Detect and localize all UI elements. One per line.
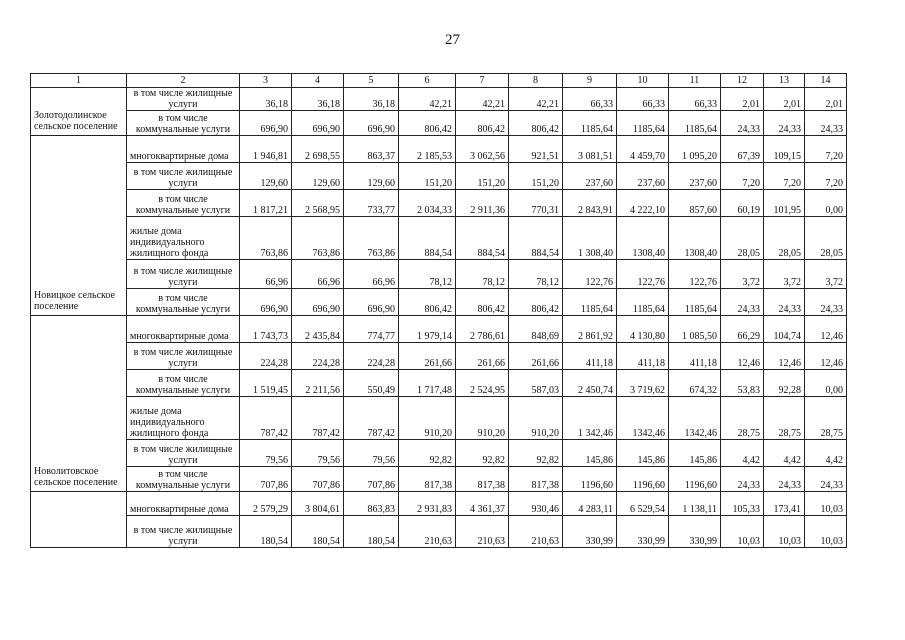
header-cell: 5 [344,74,399,88]
value-cell: 3,72 [805,260,847,289]
table-body [31,74,847,548]
value-cell: 0,00 [805,190,847,217]
value-cell: 173,41 [764,492,805,516]
value-cell: 707,86 [292,467,344,492]
value-cell: 550,49 [344,370,399,397]
value-cell: 10,03 [764,516,805,548]
value-cell: 2,01 [764,88,805,111]
value-cell: 1196,60 [669,467,721,492]
value-cell: 2 698,55 [292,136,344,163]
value-cell: 36,18 [344,88,399,111]
row-label: в том числе жилищные услуги [127,163,240,190]
value-cell: 930,46 [509,492,563,516]
header-cell: 3 [240,74,292,88]
header-cell: 9 [563,74,617,88]
value-cell: 28,75 [721,397,764,440]
row-label: жилые дома индивидуального жилищного фонда [127,217,240,260]
value-cell: 3,72 [764,260,805,289]
value-cell: 2 931,83 [399,492,456,516]
value-cell: 863,37 [344,136,399,163]
value-cell: 24,33 [764,289,805,316]
value-cell: 1196,60 [563,467,617,492]
value-cell: 2 843,91 [563,190,617,217]
value-cell: 806,42 [509,289,563,316]
value-cell: 1196,60 [617,467,669,492]
value-cell: 66,96 [292,260,344,289]
value-cell: 2 185,53 [399,136,456,163]
value-cell: 28,05 [721,217,764,260]
value-cell: 787,42 [240,397,292,440]
value-cell: 101,95 [764,190,805,217]
value-cell: 10,03 [805,516,847,548]
value-cell: 1 308,40 [563,217,617,260]
value-cell: 261,66 [509,343,563,370]
value-cell: 884,54 [456,217,509,260]
value-cell: 806,42 [456,111,509,136]
value-cell: 770,31 [509,190,563,217]
table-row [31,492,847,516]
value-cell: 2 568,95 [292,190,344,217]
value-cell: 129,60 [344,163,399,190]
value-cell: 10,03 [721,516,764,548]
value-cell: 7,20 [805,136,847,163]
value-cell: 2 911,36 [456,190,509,217]
value-cell: 3 062,56 [456,136,509,163]
row-label: в том числе коммунальные услуги [127,467,240,492]
value-cell: 696,90 [344,111,399,136]
row-label: многоквартирные дома [127,316,240,343]
value-cell: 24,33 [805,289,847,316]
value-cell: 28,75 [764,397,805,440]
value-cell: 1 743,73 [240,316,292,343]
value-cell: 884,54 [509,217,563,260]
value-cell: 151,20 [456,163,509,190]
value-cell: 66,33 [563,88,617,111]
value-cell: 79,56 [344,440,399,467]
value-cell: 921,51 [509,136,563,163]
value-cell: 1342,46 [669,397,721,440]
value-cell: 66,29 [721,316,764,343]
value-cell: 4,42 [805,440,847,467]
value-cell: 1 342,46 [563,397,617,440]
value-cell: 36,18 [292,88,344,111]
value-cell: 78,12 [509,260,563,289]
value-cell: 1185,64 [563,111,617,136]
value-cell: 129,60 [240,163,292,190]
value-cell: 1 717,48 [399,370,456,397]
value-cell: 1185,64 [617,111,669,136]
value-cell: 7,20 [805,163,847,190]
value-cell: 1185,64 [669,111,721,136]
value-cell: 2 861,92 [563,316,617,343]
value-cell: 42,21 [456,88,509,111]
value-cell: 28,75 [805,397,847,440]
row-label: многоквартирные дома [127,136,240,163]
value-cell: 145,86 [669,440,721,467]
row-label: в том числе жилищные услуги [127,88,240,111]
value-cell: 1 817,21 [240,190,292,217]
table-row [31,316,847,343]
value-cell: 79,56 [292,440,344,467]
value-cell: 24,33 [805,467,847,492]
row-label: многоквартирные дома [127,492,240,516]
value-cell: 2 034,33 [399,190,456,217]
value-cell: 696,90 [240,289,292,316]
row-label: в том числе жилищные услуги [127,516,240,548]
value-cell: 696,90 [292,289,344,316]
value-cell: 696,90 [240,111,292,136]
table-row [31,397,847,440]
value-cell: 2 786,61 [456,316,509,343]
value-cell: 4,42 [764,440,805,467]
value-cell: 2 435,84 [292,316,344,343]
value-cell: 787,42 [292,397,344,440]
header-cell: 11 [669,74,721,88]
value-cell: 806,42 [399,111,456,136]
value-cell: 36,18 [240,88,292,111]
value-cell: 806,42 [456,289,509,316]
value-cell: 42,21 [509,88,563,111]
row-label: в том числе коммунальные услуги [127,370,240,397]
table-row [31,136,847,163]
value-cell: 42,21 [399,88,456,111]
value-cell: 28,05 [764,217,805,260]
value-cell: 7,20 [764,163,805,190]
value-cell: 2 450,74 [563,370,617,397]
value-cell: 24,33 [721,467,764,492]
table-row [31,190,847,217]
value-cell: 109,15 [764,136,805,163]
value-cell: 78,12 [456,260,509,289]
value-cell: 0,00 [805,370,847,397]
value-cell: 1185,64 [563,289,617,316]
settlement-name: Новицкое сельское поселение [31,136,127,316]
value-cell: 180,54 [240,516,292,548]
header-cell: 1 [31,74,127,88]
value-cell: 806,42 [399,289,456,316]
value-cell: 237,60 [617,163,669,190]
value-cell: 707,86 [240,467,292,492]
value-cell: 910,20 [399,397,456,440]
value-cell: 330,99 [617,516,669,548]
value-cell: 145,86 [563,440,617,467]
value-cell: 674,32 [669,370,721,397]
value-cell: 1342,46 [617,397,669,440]
value-cell: 92,28 [764,370,805,397]
value-cell: 1 946,81 [240,136,292,163]
value-cell: 12,46 [721,343,764,370]
value-cell: 261,66 [456,343,509,370]
value-cell: 28,05 [805,217,847,260]
value-cell: 587,03 [509,370,563,397]
value-cell: 330,99 [669,516,721,548]
value-cell: 12,46 [805,343,847,370]
value-cell: 24,33 [721,289,764,316]
value-cell: 67,39 [721,136,764,163]
table-row [31,88,847,111]
table-row [31,516,847,548]
value-cell: 806,42 [509,111,563,136]
row-label: в том числе жилищные услуги [127,260,240,289]
value-cell: 4 130,80 [617,316,669,343]
value-cell: 12,46 [805,316,847,343]
value-cell: 180,54 [344,516,399,548]
value-cell: 92,82 [509,440,563,467]
value-cell: 817,38 [509,467,563,492]
header-cell: 10 [617,74,669,88]
value-cell: 817,38 [399,467,456,492]
value-cell: 910,20 [456,397,509,440]
value-cell: 60,19 [721,190,764,217]
value-cell: 24,33 [721,111,764,136]
value-cell: 7,20 [721,163,764,190]
value-cell: 884,54 [399,217,456,260]
value-cell: 1 979,14 [399,316,456,343]
table-row [31,260,847,289]
value-cell: 696,90 [344,289,399,316]
value-cell: 151,20 [509,163,563,190]
value-cell: 4,42 [721,440,764,467]
value-cell: 2,01 [805,88,847,111]
value-cell: 1308,40 [669,217,721,260]
value-cell: 6 529,54 [617,492,669,516]
table-row [31,467,847,492]
row-label: в том числе жилищные услуги [127,343,240,370]
value-cell: 330,99 [563,516,617,548]
value-cell: 411,18 [669,343,721,370]
value-cell: 12,46 [764,343,805,370]
value-cell: 4 222,10 [617,190,669,217]
value-cell: 104,74 [764,316,805,343]
table-row [31,289,847,316]
row-label: в том числе коммунальные услуги [127,190,240,217]
table-row [31,111,847,136]
value-cell: 66,33 [669,88,721,111]
value-cell: 696,90 [292,111,344,136]
value-cell: 411,18 [563,343,617,370]
value-cell: 707,86 [344,467,399,492]
tariff-table [30,73,847,548]
value-cell: 92,82 [399,440,456,467]
table-row [31,440,847,467]
value-cell: 4 459,70 [617,136,669,163]
value-cell: 763,86 [344,217,399,260]
value-cell: 3 719,62 [617,370,669,397]
value-cell: 3 081,51 [563,136,617,163]
value-cell: 180,54 [292,516,344,548]
value-cell: 122,76 [669,260,721,289]
value-cell: 92,82 [456,440,509,467]
value-cell: 129,60 [292,163,344,190]
value-cell: 2 211,56 [292,370,344,397]
value-cell: 66,96 [344,260,399,289]
value-cell: 1185,64 [617,289,669,316]
page-number: 27 [445,32,460,48]
header-cell: 2 [127,74,240,88]
value-cell: 78,12 [399,260,456,289]
value-cell: 1 138,11 [669,492,721,516]
value-cell: 210,63 [399,516,456,548]
value-cell: 24,33 [764,111,805,136]
table-row [31,163,847,190]
header-cell: 13 [764,74,805,88]
table-row [31,217,847,260]
value-cell: 66,33 [617,88,669,111]
header-cell: 6 [399,74,456,88]
value-cell: 857,60 [669,190,721,217]
value-cell: 1 095,20 [669,136,721,163]
value-cell: 224,28 [344,343,399,370]
value-cell: 10,03 [805,492,847,516]
value-cell: 66,96 [240,260,292,289]
value-cell: 774,77 [344,316,399,343]
value-cell: 224,28 [292,343,344,370]
value-cell: 237,60 [563,163,617,190]
table-row [31,343,847,370]
value-cell: 3 804,61 [292,492,344,516]
value-cell: 1 519,45 [240,370,292,397]
header-cell: 4 [292,74,344,88]
value-cell: 763,86 [292,217,344,260]
row-label: в том числе коммунальные услуги [127,289,240,316]
settlement-name: Новолитовское сельское поселение [31,316,127,492]
value-cell: 848,69 [509,316,563,343]
value-cell: 145,86 [617,440,669,467]
settlement-name: Золотодолинское сельское поселение [31,88,127,136]
table-row [31,370,847,397]
value-cell: 817,38 [456,467,509,492]
settlement-name [31,492,127,548]
value-cell: 2,01 [721,88,764,111]
value-cell: 1185,64 [669,289,721,316]
value-cell: 261,66 [399,343,456,370]
header-cell: 14 [805,74,847,88]
row-label: в том числе коммунальные услуги [127,111,240,136]
value-cell: 4 283,11 [563,492,617,516]
value-cell: 151,20 [399,163,456,190]
value-cell: 210,63 [456,516,509,548]
header-cell: 7 [456,74,509,88]
value-cell: 224,28 [240,343,292,370]
value-cell: 787,42 [344,397,399,440]
value-cell: 4 361,37 [456,492,509,516]
value-cell: 24,33 [764,467,805,492]
value-cell: 237,60 [669,163,721,190]
header-cell: 12 [721,74,764,88]
value-cell: 1 085,50 [669,316,721,343]
header-cell: 8 [509,74,563,88]
value-cell: 910,20 [509,397,563,440]
value-cell: 79,56 [240,440,292,467]
value-cell: 122,76 [617,260,669,289]
value-cell: 122,76 [563,260,617,289]
value-cell: 863,83 [344,492,399,516]
value-cell: 3,72 [721,260,764,289]
row-label: жилые дома индивидуального жилищного фонда [127,397,240,440]
value-cell: 210,63 [509,516,563,548]
value-cell: 1308,40 [617,217,669,260]
value-cell: 411,18 [617,343,669,370]
value-cell: 53,83 [721,370,764,397]
header-row [31,74,847,88]
value-cell: 105,33 [721,492,764,516]
value-cell: 24,33 [805,111,847,136]
value-cell: 2 579,29 [240,492,292,516]
row-label: в том числе жилищные услуги [127,440,240,467]
value-cell: 763,86 [240,217,292,260]
value-cell: 733,77 [344,190,399,217]
value-cell: 2 524,95 [456,370,509,397]
